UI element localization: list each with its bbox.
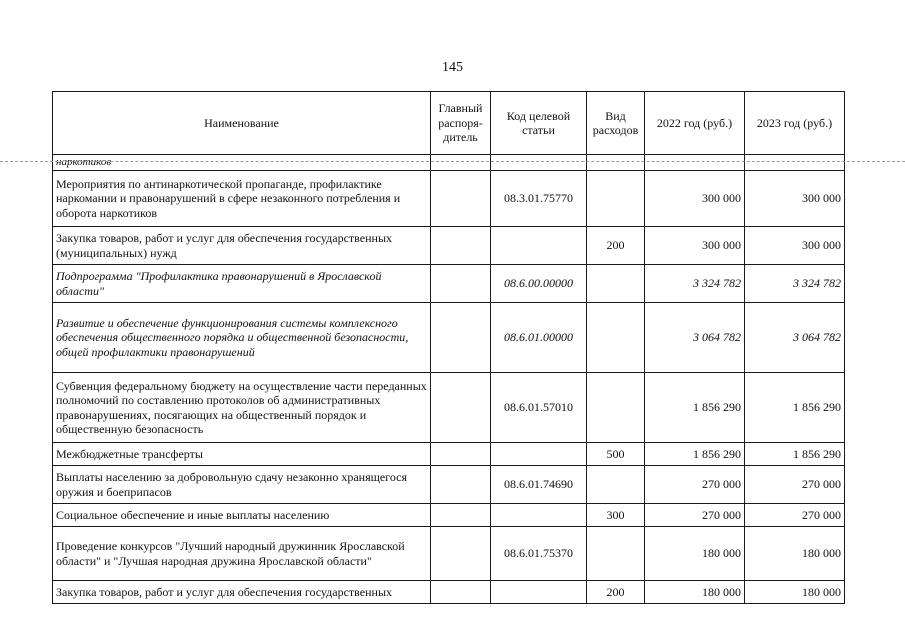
cell-2023: 3 324 782 (745, 265, 845, 303)
cell-name: Субвенция федеральному бюджету на осуществление части переданных полномочий по составлению протоколов об административных правонарушениях, посягающих на общественный порядок и общественную безопасность (53, 373, 431, 443)
cell-type (587, 466, 645, 504)
cell-2022: 180 000 (645, 527, 745, 581)
table-header-row (53, 92, 845, 155)
cell-2023: 180 000 (745, 527, 845, 581)
cell-admin (431, 466, 491, 504)
cell-2022: 180 000 (645, 581, 745, 604)
cell-type: 200 (587, 227, 645, 265)
cell-2022: 300 000 (645, 227, 745, 265)
cell-type (587, 171, 645, 227)
cell-type: 500 (587, 443, 645, 466)
scan-divider-line (0, 161, 905, 162)
budget-table (52, 91, 845, 604)
cell-name: наркотиков (53, 155, 431, 171)
cell-name: Мероприятия по антинаркотической пропаганде, профилактике наркомании и правонарушений в сфере незаконного потребления и оборота наркотиков (53, 171, 431, 227)
cell-2022: 1 856 290 (645, 443, 745, 466)
table-row (53, 443, 845, 466)
cell-2023 (745, 155, 845, 171)
cell-2023: 180 000 (745, 581, 845, 604)
header-type: Вид расходов (587, 92, 645, 155)
table-row (53, 155, 845, 171)
cell-2022: 270 000 (645, 504, 745, 527)
cell-2022: 300 000 (645, 171, 745, 227)
cell-code: 08.6.01.74690 (491, 466, 587, 504)
page-number: 145 (442, 60, 463, 75)
cell-admin (431, 527, 491, 581)
cell-admin (431, 504, 491, 527)
cell-name: Выплаты населению за добровольную сдачу незаконно хранящегося оружия и боеприпасов (53, 466, 431, 504)
cell-2023: 300 000 (745, 227, 845, 265)
cell-type: 300 (587, 504, 645, 527)
table-row (53, 265, 845, 303)
cell-admin (431, 581, 491, 604)
cell-admin (431, 171, 491, 227)
table-row (53, 171, 845, 227)
header-admin: Главный распоря-дитель (431, 92, 491, 155)
cell-type: 200 (587, 581, 645, 604)
cell-name: Развитие и обеспечение функционирования системы комплексного обеспечения общественного порядка и общественной безопасности, общей профилактики правонарушений (53, 303, 431, 373)
table-row (53, 466, 845, 504)
cell-code (491, 227, 587, 265)
cell-code (491, 581, 587, 604)
cell-type (587, 527, 645, 581)
cell-2022 (645, 155, 745, 171)
cell-name: Закупка товаров, работ и услуг для обеспечения государственных (муниципальных) нужд (53, 227, 431, 265)
cell-code (491, 504, 587, 527)
cell-2023: 300 000 (745, 171, 845, 227)
cell-code: 08.6.00.00000 (491, 265, 587, 303)
cell-admin (431, 303, 491, 373)
cell-code: 08.6.01.00000 (491, 303, 587, 373)
cell-2023: 1 856 290 (745, 443, 845, 466)
cell-name: Проведение конкурсов "Лучший народный дружинник Ярославской области" и "Лучшая народная дружина Ярославской области" (53, 527, 431, 581)
cell-admin (431, 155, 491, 171)
table-row (53, 303, 845, 373)
cell-name: Подпрограмма "Профилактика правонарушений в Ярославской области" (53, 265, 431, 303)
cell-admin (431, 227, 491, 265)
cell-2022: 270 000 (645, 466, 745, 504)
table-row (53, 373, 845, 443)
cell-2023: 270 000 (745, 466, 845, 504)
cell-2022: 1 856 290 (645, 373, 745, 443)
cell-code (491, 155, 587, 171)
cell-2022: 3 064 782 (645, 303, 745, 373)
header-name: Наименование (53, 92, 431, 155)
table-row (53, 581, 845, 604)
header-code: Код целевой статьи (491, 92, 587, 155)
cell-name: Социальное обеспечение и иные выплаты населению (53, 504, 431, 527)
cell-code (491, 443, 587, 466)
cell-code: 08.6.01.57010 (491, 373, 587, 443)
cell-code: 08.6.01.75370 (491, 527, 587, 581)
header-2023: 2023 год (руб.) (745, 92, 845, 155)
cell-2023: 270 000 (745, 504, 845, 527)
cell-2023: 1 856 290 (745, 373, 845, 443)
table-row (53, 504, 845, 527)
cell-type (587, 155, 645, 171)
cell-name: Межбюджетные трансферты (53, 443, 431, 466)
header-2022: 2022 год (руб.) (645, 92, 745, 155)
cell-2022: 3 324 782 (645, 265, 745, 303)
cell-admin (431, 265, 491, 303)
cell-admin (431, 443, 491, 466)
table-row (53, 527, 845, 581)
cell-2023: 3 064 782 (745, 303, 845, 373)
table-row (53, 227, 845, 265)
cell-name: Закупка товаров, работ и услуг для обеспечения государственных (53, 581, 431, 604)
cell-type (587, 373, 645, 443)
cell-type (587, 303, 645, 373)
cell-admin (431, 373, 491, 443)
cell-code: 08.3.01.75770 (491, 171, 587, 227)
cell-type (587, 265, 645, 303)
